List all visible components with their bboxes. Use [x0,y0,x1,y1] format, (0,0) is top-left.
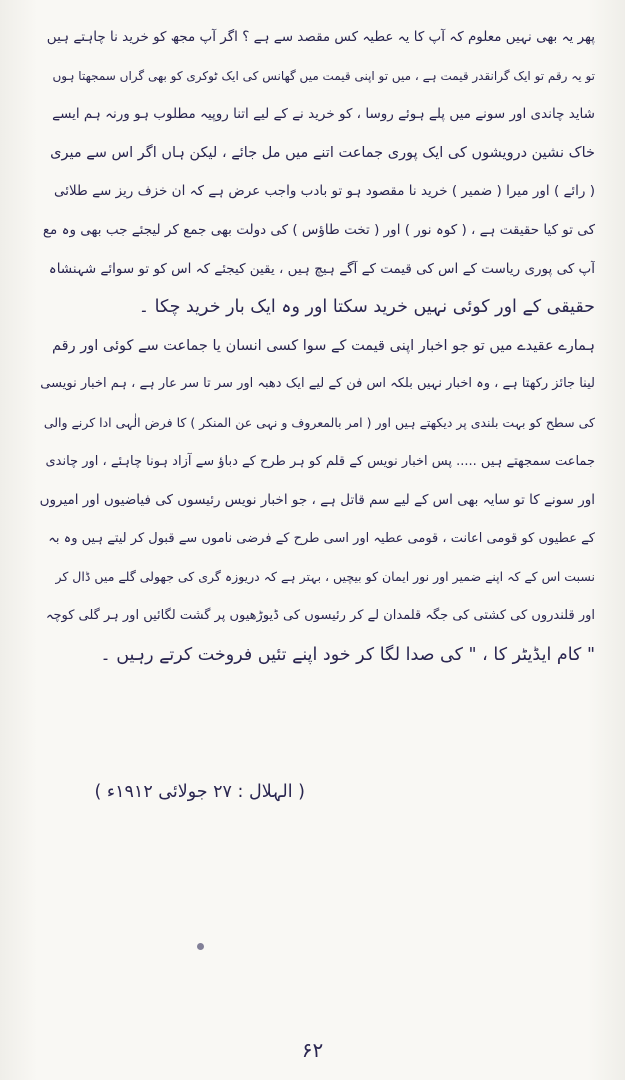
text-line: جماعت سمجھتے ہیں ..... پس اخبار نویس کے قلم کو ہر طرح کے دباؤ سے آزاد ہونا چاہئے ، اور چاندی [45,453,595,469]
text-line: کی تو کیا حقیقت ہے ، ( کوہ نور ) اور ( تخت طاؤس ) کی دولت بھی جمع کر لیجئے جب بھی وہ مع [42,221,595,238]
text-line: ہمارے عقیدے میں تو جو اخبار اپنی قیمت کے سوا کسی انسان یا جماعت سے کوئی اور رقم [52,337,595,354]
source-citation: ( الہلال : ۲۷ جولائی ۱۹۱۲ء ) [94,782,305,802]
text-line: آپ کی پوری ریاست کے اس کی قیمت کے آگے ہیچ ہیں ، یقین کیجئے کہ اس کو تو سوائے شہنشاہ [48,260,595,277]
text-line: کی سطح کو بہت بلندی پر دیکھتے ہیں اور ( امر بالمعروف و نہی عن المنکر ) کا فرض الٰہی ادا کرنے والی [43,414,595,430]
text-line: نسبت اس کے کہ اپنے ضمیر اور نور ایمان کو بیچیں ، بہتر ہے کہ دریوزہ گری کی جھولی گلے میں ڈال کر [55,569,595,585]
text-line: ( رائے ) اور میرا ( ضمیر ) خرید نا مقصود ہو تو بادب واجب عرض ہے کہ ان خزف ریز سے طلائی [53,183,595,200]
text-line: اور قلندروں کی کشتی کی جگہ قلمدان لے کر رئیسوں کی ڈیوڑھیوں پر گشت لگائیں اور ہر گلی کوچہ [45,607,595,623]
text-line: خاک نشین درویشوں کی ایک پوری جماعت اتنے میں مل جائے ، لیکن ہاں اگر اس سے میری [50,144,595,161]
text-line: لینا جائز رکھتا ہے ، وہ اخبار نہیں بلکہ اس فن کے لیے ایک دھبہ اور سر تا سر عار ہے ، ہم اخبار نویسی [40,376,595,392]
text-line: " کام ایڈیٹر کا ، " کی صدا لگا کر خود اپنے تئیں فروخت کرتے رہیں ۔ [100,644,595,665]
text-line: حقیقی کے اور کوئی نہیں خرید سکتا اور وہ ایک بار خرید چکا ۔ [138,297,595,318]
ink-speck [197,943,204,950]
body-text [38,18,595,674]
page-number: ۶۲ [301,1038,324,1062]
text-line: شاید چاندی اور سونے میں پلے ہوئے روسا ، کو خرید نے کے لیے اتنا روپیہ مطلوب ہو ورنہ ہم ایسے [52,106,595,123]
text-line: پھر یہ بھی نہیں معلوم کہ آپ کا یہ عطیہ کس مقصد سے ہے ؟ اگر آپ مجھ کو خرید نا چاہتے ہیں [46,29,595,45]
text-line: اور سونے کا تو سایہ بھی اس کے لیے سم قاتل ہے ، جو اخبار نویس رئیسوں کی فیاضیوں اور امیروں [39,492,595,509]
text-line: تو یہ رقم تو ایک گرانقدر قیمت ہے ، میں تو اپنی قیمت میں گھانس کی ایک ٹوکری کو بھی گراں سمجھتا ہوں [52,68,595,83]
text-line: کے عطیوں کو قومی اعانت ، قومی عطیہ اور اسی طرح کے فرضی ناموں سے قبول کر لیتے ہیں وہ بہ [48,530,595,546]
